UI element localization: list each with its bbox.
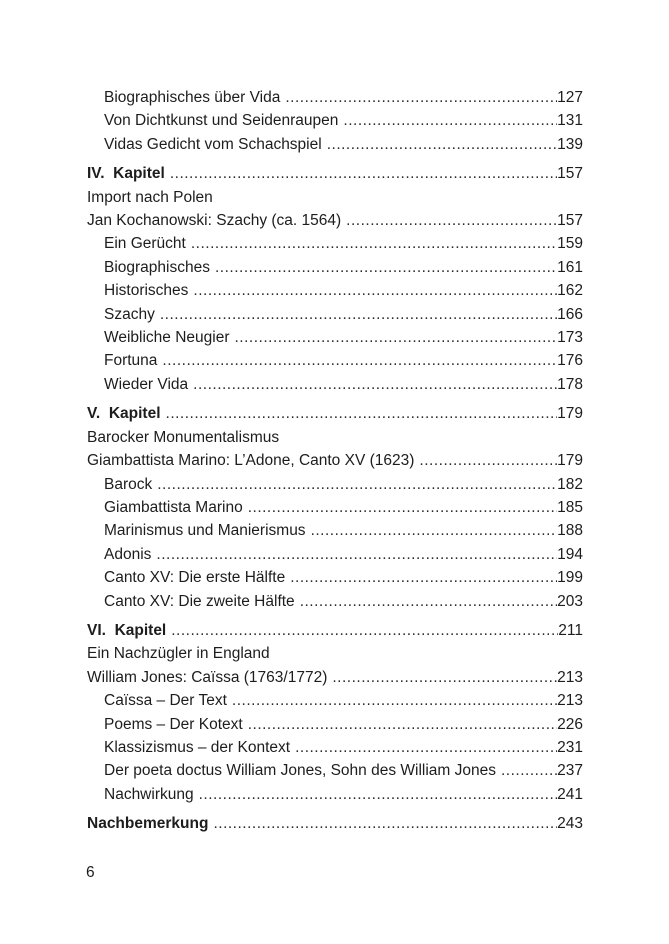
dot-leader [306,519,558,542]
toc-entry-label: Szachy [104,305,155,323]
dot-leader [327,666,557,689]
toc-entry-label: Von Dichtkunst und Seidenraupen [104,112,339,130]
toc-entry-page-number: 157 [557,165,583,183]
toc-entry-label: Canto XV: Die erste Hälfte [104,569,286,587]
toc-entry [87,326,583,349]
toc-entry-page-number: 241 [557,785,583,803]
toc-entry-label: Klassizismus – der Kontext [104,738,291,756]
toc-entry-page-number: 188 [557,522,583,540]
toc-entry-page-number: 166 [557,305,583,323]
toc-entry-label: Nachwirkung [104,785,194,803]
toc-entry [87,86,583,109]
toc-entry-page-number: 185 [557,498,583,516]
toc-entry-label: Giambattista Marino [104,498,243,516]
toc-entry-page-number: 213 [557,692,583,710]
toc-entry-label: Biographisches über Vida [104,89,281,106]
toc-entry [87,759,583,782]
table-of-contents [87,86,583,836]
toc-chapter-entry [87,162,583,185]
toc-entry-page-number: 243 [557,815,583,833]
toc-entry-label: Barock [104,475,153,493]
toc-entry-label: Vidas Gedicht vom Schachspiel [104,135,322,153]
dot-leader [188,279,557,302]
dot-leader [151,543,557,566]
toc-chapter-entry [87,812,583,835]
toc-entry-label: Historisches [104,282,189,300]
dot-leader [338,109,557,132]
toc-entry [87,689,583,712]
toc-entry-label: Jan Kochanowski: Szachy (ca. 1564) [87,212,342,230]
toc-entry [87,109,583,132]
toc-entry [87,473,583,496]
toc-entry-label: William Jones: Caïssa (1763/1772) [87,668,328,686]
toc-entry-page-number: 127 [557,89,583,106]
dot-leader [166,619,558,642]
toc-entry-label: Barocker Monumentalismus [87,428,280,446]
dot-leader [208,812,557,835]
toc-entry-page-number: 159 [557,235,583,253]
toc-entry-label: Wieder Vida [104,375,189,393]
dot-leader [210,256,557,279]
toc-entry-page-number: 162 [557,282,583,300]
toc-entry [87,426,583,449]
toc-entry [87,590,583,613]
toc-entry-page-number: 203 [557,592,583,610]
toc-entry-page-number: 161 [557,258,583,276]
dot-leader [341,209,557,232]
toc-entry [87,186,583,209]
toc-entry [87,349,583,372]
toc-entry-page-number: 157 [557,212,583,230]
dot-leader [227,689,557,712]
toc-entry-label: Nachbemerkung [87,815,209,833]
toc-entry [87,133,583,156]
toc-entry-page-number: 178 [557,375,583,393]
toc-entry-label: Import nach Polen [87,188,213,206]
toc-entry [87,713,583,736]
dot-leader [280,86,557,109]
toc-entry [87,566,583,589]
dot-leader [230,326,558,349]
toc-entry-page-number: 173 [557,329,583,347]
toc-entry-page-number: 237 [557,762,583,780]
dot-leader [152,473,557,496]
toc-entry [87,209,583,232]
toc-entry-label: Ein Gerücht [104,235,186,253]
dot-leader [295,590,557,613]
toc-entry [87,783,583,806]
toc-entry [87,232,583,255]
toc-entry-label: Adonis [104,545,152,563]
dot-leader [496,759,557,782]
toc-entry-label: Canto XV: Die zweite Hälfte [104,592,295,610]
toc-chapter-entry [87,619,583,642]
toc-entry-page-number: 179 [557,405,583,423]
dot-leader [188,373,557,396]
toc-entry-page-number: 182 [557,475,583,493]
toc-entry-page-number: 194 [557,545,583,563]
toc-entry-label: Poems – Der Kotext [104,715,243,733]
dot-leader [155,303,557,326]
toc-entry-page-number: 199 [557,569,583,587]
toc-entry-label: Marinismus und Manierismus [104,522,306,540]
toc-entry-label: Giambattista Marino: L’Adone, Canto XV (1623) [87,452,415,470]
toc-entry-label: Ein Nachzügler in England [87,645,270,663]
toc-entry-page-number: 211 [558,621,583,639]
dot-leader [157,349,557,372]
dot-leader [243,713,557,736]
toc-entry-label: Biographisches [104,258,210,276]
toc-chapter-entry [87,402,583,425]
toc-entry [87,519,583,542]
dot-leader [285,566,557,589]
dot-leader [161,402,558,425]
toc-entry-label: Caïssa – Der Text [104,692,227,710]
footer-page-number: 6 [86,864,95,881]
dot-leader [186,232,557,255]
dot-leader [290,736,557,759]
toc-entry-label: Fortuna [104,352,158,370]
toc-entry [87,736,583,759]
toc-entry [87,303,583,326]
toc-entry [87,642,583,665]
toc-entry-page-number: 131 [557,112,583,130]
toc-entry-label: IV. Kapitel [87,165,165,183]
toc-entry [87,279,583,302]
toc-entry-page-number: 176 [557,352,583,370]
toc-entry [87,256,583,279]
toc-entry [87,449,583,472]
toc-entry-label: V. Kapitel [87,405,161,423]
dot-leader [243,496,557,519]
toc-entry-page-number: 213 [557,668,583,686]
toc-entry-label: Der poeta doctus William Jones, Sohn des William Jones [104,762,496,780]
toc-entry-page-number: 139 [557,135,583,153]
toc-entry-page-number: 226 [557,715,583,733]
toc-entry-page-number: 231 [557,738,583,756]
toc-entry-label: Weibliche Neugier [104,329,230,347]
dot-leader [414,449,557,472]
toc-entry-label: VI. Kapitel [87,621,167,639]
toc-entry [87,373,583,396]
dot-leader [322,133,557,156]
dot-leader [165,162,557,185]
dot-leader [194,783,558,806]
toc-entry [87,543,583,566]
toc-entry-page-number: 179 [557,452,583,470]
toc-entry [87,666,583,689]
toc-entry [87,496,583,519]
